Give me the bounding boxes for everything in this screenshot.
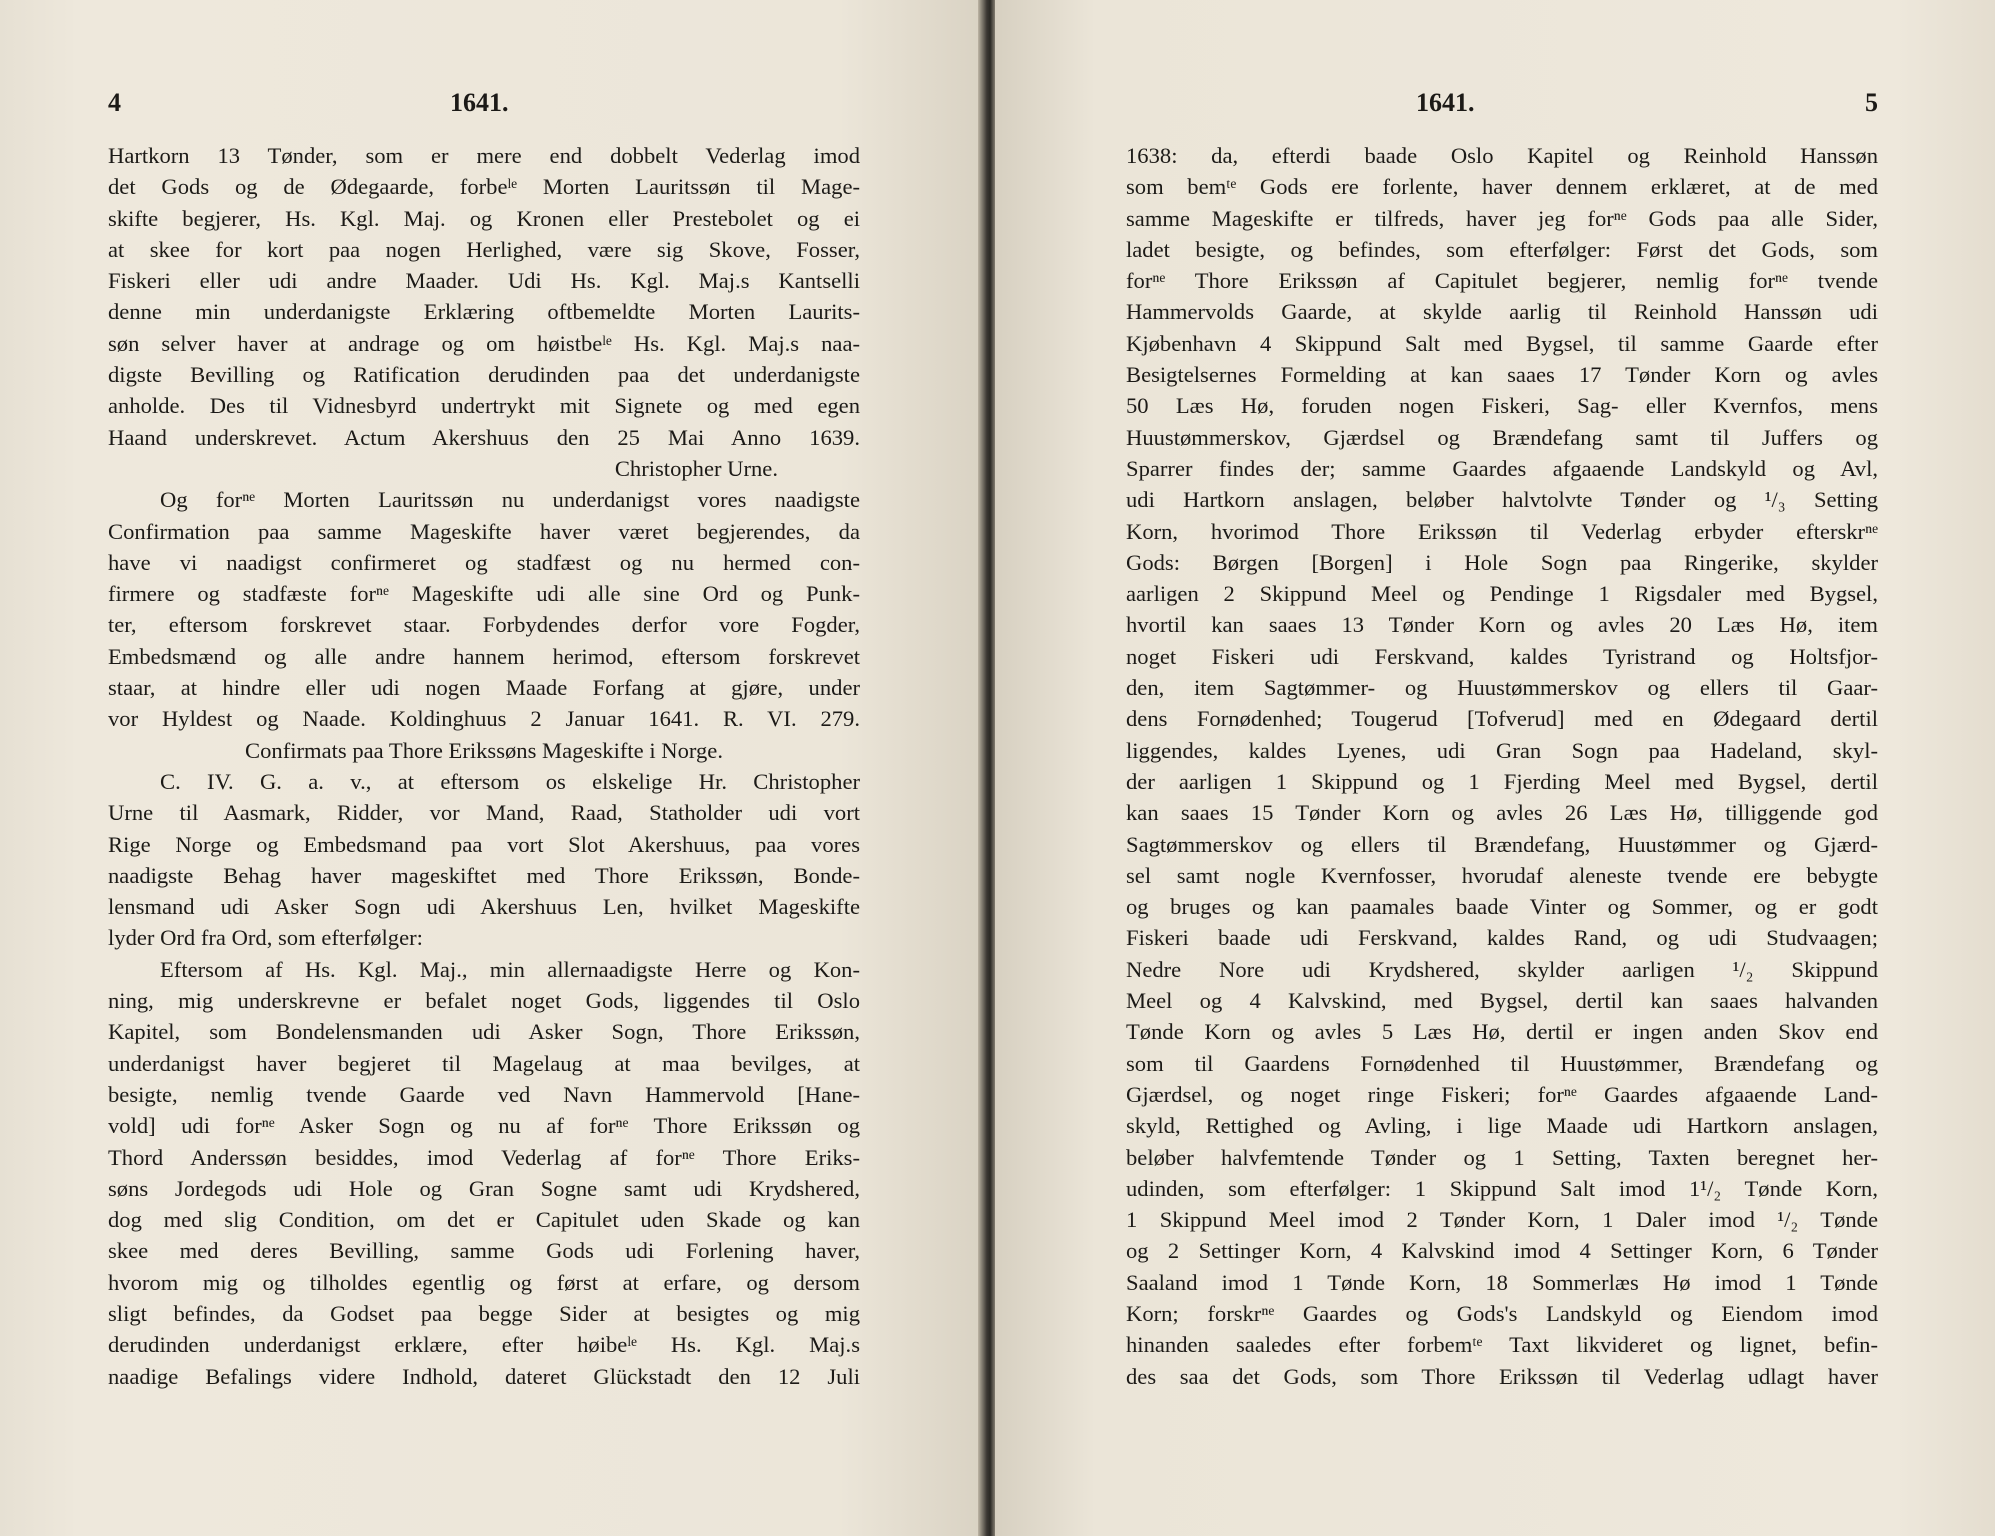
text-line: Nedre Nore udi Krydshered, skylder aarligen ¹/₂ Skippund <box>1126 956 1878 982</box>
text-line: aarligen 2 Skippund Meel og Pendinge 1 Rigsdaler med Bygsel, <box>1126 581 1878 607</box>
text-line: skifte begjerer, Hs. Kgl. Maj. og Kronen eller Prestebolet og ei <box>108 205 860 231</box>
text-line: at skee for kort paa nogen Herlighed, være sig Skove, Fosser, <box>108 236 860 262</box>
text-line: Huustømmerskov, Gjærdsel og Brændefang samt til Juffers og <box>1126 424 1878 450</box>
text-line: noget Fiskeri udi Ferskvand, kaldes Tyristrand og Holtsfjor- <box>1126 643 1878 669</box>
text-line: Meel og 4 Kalvskind, med Bygsel, dertil kan saaes halvanden <box>1126 988 1878 1014</box>
text-line: Haand underskrevet. Actum Akershuus den 25 Mai Anno 1639. <box>108 424 860 450</box>
right-page <box>995 0 1995 1536</box>
text-line: Urne til Aasmark, Ridder, vor Mand, Raad, Statholder udi vort <box>108 800 860 826</box>
text-line: Hammervolds Gaarde, at skylde aarlig til Reinhold Hanssøn udi <box>1126 299 1878 325</box>
text-line: ning, mig underskrevne er befalet noget Gods, liggendes til Oslo <box>108 988 860 1014</box>
text-line: udi Hartkorn anslagen, beløber halvtolvte Tønder og ¹/₃ Setting <box>1126 487 1878 513</box>
text-line: Besigtelsernes Formelding at kan saaes 17 Tønder Korn og avles <box>1126 362 1878 388</box>
text-line: sligt befindes, da Godset paa begge Sider at besigtes og mig <box>108 1300 860 1326</box>
text-line: Kjøbenhavn 4 Skippund Salt med Bygsel, til samme Gaarde efter <box>1126 330 1878 356</box>
text-line: ter, eftersom forskrevet staar. Forbydendes derfor vore Fogder, <box>108 612 860 638</box>
section-heading: Confirmats paa Thore Erikssøns Mageskifte i Norge. <box>245 737 723 763</box>
text-line: Og forⁿᵉ Morten Lauritssøn nu underdanigst vores naadigste <box>160 487 860 513</box>
text-line: naadigste Behag haver mageskiftet med Thore Erikssøn, Bonde- <box>108 862 860 888</box>
text-line: 1638: da, efterdi baade Oslo Kapitel og Reinhold Hanssøn <box>1126 143 1878 168</box>
text-line: lyder Ord fra Ord, som efterfølger: <box>108 925 423 951</box>
text-line: dog med slig Condition, om det er Capitulet uden Skade og kan <box>108 1207 860 1233</box>
text-line: Hartkorn 13 Tønder, som er mere end dobbelt Vederlag imod <box>108 143 860 168</box>
left-page-header <box>108 88 860 124</box>
text-line: derudinden underdanigst erklære, efter høibeˡᵉ Hs. Kgl. Maj.s <box>108 1332 860 1358</box>
text-line: Embedsmænd og alle andre hannem herimod, eftersom forskrevet <box>108 643 860 669</box>
text-line: som bemᵗᵉ Gods ere forlente, haver dennem erklæret, at de med <box>1126 174 1878 200</box>
text-line: sel samt nogle Kvernfosser, hvorudaf aleneste tvende ere bebygte <box>1126 862 1878 888</box>
text-line: den, item Sagtømmer- og Huustømmerskov og ellers til Gaar- <box>1126 675 1878 701</box>
right-page-header <box>1126 88 1878 124</box>
text-line: vold] udi forⁿᵉ Asker Sogn og nu af forⁿᵉ Thore Erikssøn og <box>108 1113 860 1139</box>
page-number: 4 <box>108 88 121 117</box>
text-line: skee med deres Bevilling, samme Gods udi Forlening haver, <box>108 1238 860 1264</box>
running-head-year: 1641. <box>1416 88 1475 117</box>
left-page <box>0 0 985 1536</box>
text-line: Gjærdsel, og noget ringe Fiskeri; forⁿᵉ Gaardes afgaaende Land- <box>1126 1081 1878 1107</box>
text-line: forⁿᵉ Thore Erikssøn af Capitulet begjerer, nemlig forⁿᵉ tvende <box>1126 268 1878 294</box>
text-line: hvorom mig og tilholdes egentlig og først at erfare, og dersom <box>108 1269 860 1295</box>
text-line: liggendes, kaldes Lyenes, udi Gran Sogn paa Hadeland, skyl- <box>1126 737 1878 763</box>
text-line: digste Bevilling og Ratification derudinden paa det underdanigste <box>108 362 860 388</box>
text-line: Confirmation paa samme Mageskifte haver været begjerendes, da <box>108 518 860 544</box>
text-line: Gods: Børgen [Borgen] i Hole Sogn paa Ringerike, skylder <box>1126 549 1878 575</box>
text-line: søn selver haver at andrage og om høistbeˡᵉ Hs. Kgl. Maj.s naa- <box>108 330 860 356</box>
text-line: Fiskeri eller udi andre Maader. Udi Hs. Kgl. Maj.s Kantselli <box>108 268 860 294</box>
left-page-text <box>108 140 860 1392</box>
text-line: Sagtømmerskov og ellers til Brændefang, Huustømmer og Gjærd- <box>1126 831 1878 857</box>
text-line: denne min underdanigste Erklæring oftbemeldte Morten Laurits- <box>108 299 860 325</box>
text-line: have vi naadigst confirmeret og stadfæst og nu hermed con- <box>108 549 860 575</box>
text-line: Tønde Korn og avles 5 Læs Hø, dertil er ingen anden Skov end <box>1126 1019 1878 1045</box>
text-line: skyld, Rettighed og Avling, i lige Maade udi Hartkorn anslagen, <box>1126 1113 1878 1139</box>
text-line: hinanden saaledes efter forbemᵗᵉ Taxt likvideret og lignet, befin- <box>1126 1332 1878 1358</box>
text-line: udinden, som efterfølger: 1 Skippund Salt imod 1¹/₂ Tønde Korn, <box>1126 1175 1878 1201</box>
right-page-text <box>1126 140 1878 1392</box>
text-line: firmere og stadfæste forⁿᵉ Mageskifte udi alle sine Ord og Punk- <box>108 581 860 607</box>
text-line: staar, at hindre eller udi nogen Maade Forfang at gjøre, under <box>108 675 860 701</box>
text-line: og 2 Settinger Korn, 4 Kalvskind imod 4 Settinger Korn, 6 Tønder <box>1126 1238 1878 1264</box>
text-line: des saa det Gods, som Thore Erikssøn til Vederlag udlagt haver <box>1126 1363 1878 1389</box>
text-line: naadige Befalings videre Indhold, dateret Glückstadt den 12 Juli <box>108 1363 860 1389</box>
text-line: 50 Læs Hø, foruden nogen Fiskeri, Sag- eller Kvernfos, mens <box>1126 393 1878 419</box>
text-line: C. IV. G. a. v., at eftersom os elskelige Hr. Christopher <box>160 768 860 794</box>
text-line: dens Fornødenhed; Tougerud [Tofverud] med en Ødegaard dertil <box>1126 706 1878 732</box>
text-line: samme Mageskifte er tilfreds, haver jeg forⁿᵉ Gods paa alle Sider, <box>1126 205 1878 231</box>
text-line: Korn; forskrⁿᵉ Gaardes og Gods's Landskyld og Eiendom imod <box>1126 1300 1878 1326</box>
text-line: besigte, nemlig tvende Gaarde ved Navn Hammervold [Hane- <box>108 1081 860 1107</box>
text-line: kan saaes 15 Tønder Korn og avles 26 Læs Hø, tilliggende god <box>1126 800 1878 826</box>
text-line: ladet besigte, og befindes, som efterfølger: Først det Gods, som <box>1126 236 1878 262</box>
text-line: Eftersom af Hs. Kgl. Maj., min allernaadigste Herre og Kon- <box>160 956 860 982</box>
text-line: og bruges og kan paamales baade Vinter og Sommer, og er godt <box>1126 894 1878 920</box>
text-line: der aarligen 1 Skippund og 1 Fjerding Meel med Bygsel, dertil <box>1126 768 1878 794</box>
text-line: som til Gaardens Fornødenhed til Huustømmer, Brændefang og <box>1126 1050 1878 1076</box>
text-line: det Gods og de Ødegaarde, forbeˡᵉ Morten Lauritssøn til Mage- <box>108 174 860 200</box>
text-line: søns Jordegods udi Hole og Gran Sogne samt udi Krydshered, <box>108 1175 860 1201</box>
text-line: underdanigst haver begjeret til Magelaug at maa bevilges, at <box>108 1050 860 1076</box>
text-line: Fiskeri baade udi Ferskvand, kaldes Rand, og udi Studvaagen; <box>1126 925 1878 951</box>
signature-line: Christopher Urne. <box>614 455 778 481</box>
text-line: Sparrer findes der; samme Gaardes afgaaende Landskyld og Avl, <box>1126 455 1878 481</box>
text-line: Korn, hvorimod Thore Erikssøn til Vederlag erbyder efterskrⁿᵉ <box>1126 518 1878 544</box>
page-number: 5 <box>1865 88 1878 117</box>
text-line: Saaland imod 1 Tønde Korn, 18 Sommerlæs Hø imod 1 Tønde <box>1126 1269 1878 1295</box>
text-line: beløber halvfemtende Tønder og 1 Setting, Taxten beregnet her- <box>1126 1144 1878 1170</box>
text-line: lensmand udi Asker Sogn udi Akershuus Len, hvilket Mageskifte <box>108 894 860 920</box>
running-head-year: 1641. <box>450 88 509 117</box>
text-line: 1 Skippund Meel imod 2 Tønder Korn, 1 Daler imod ¹/₂ Tønde <box>1126 1207 1878 1233</box>
text-line: hvortil kan saaes 13 Tønder Korn og avles 20 Læs Hø, item <box>1126 612 1878 638</box>
text-line: Rige Norge og Embedsmand paa vort Slot Akershuus, paa vores <box>108 831 860 857</box>
text-line: vor Hyldest og Naade. Koldinghuus 2 Januar 1641. R. VI. 279. <box>108 706 860 732</box>
text-line: Thord Anderssøn besiddes, imod Vederlag af forⁿᵉ Thore Eriks- <box>108 1144 860 1170</box>
text-line: Kapitel, som Bondelensmanden udi Asker Sogn, Thore Erikssøn, <box>108 1019 860 1045</box>
text-line: anholde. Des til Vidnesbyrd undertrykt mit Signete og med egen <box>108 393 860 419</box>
